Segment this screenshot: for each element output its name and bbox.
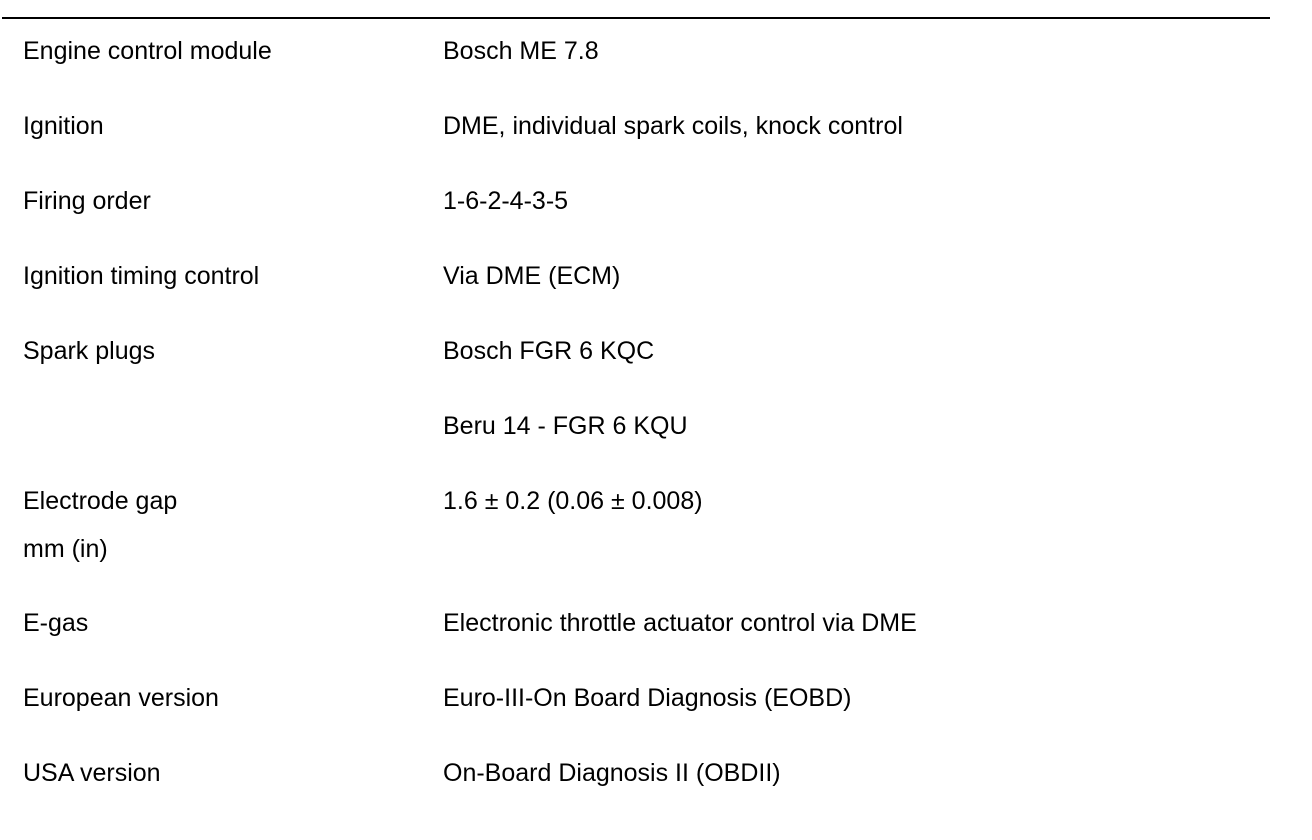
row-value: Electronic throttle actuator control via DME — [443, 609, 917, 637]
row-label: European version — [23, 684, 219, 712]
row-label: Ignition timing control — [23, 262, 260, 290]
row-value: Via DME (ECM) — [443, 262, 621, 290]
row-value: 1.6 ± 0.2 (0.06 ± 0.008) — [443, 487, 703, 515]
row-value: DME, individual spark coils, knock control — [443, 112, 903, 140]
row-label: Electrode gap — [23, 487, 178, 515]
row-label: Spark plugs — [23, 337, 156, 365]
row-label-line2: mm (in) — [23, 535, 108, 563]
row-label: Ignition — [23, 112, 104, 140]
row-value: Bosch FGR 6 KQC — [443, 337, 655, 365]
row-label: E-gas — [23, 609, 89, 637]
row-value: Euro-III-On Board Diagnosis (EOBD) — [443, 684, 852, 712]
row-label: Firing order — [23, 187, 151, 215]
row-label: USA version — [23, 759, 161, 787]
row-value: 1-6-2-4-3-5 — [443, 187, 569, 215]
row-label: Engine control module — [23, 37, 272, 65]
row-value: Bosch ME 7.8 — [443, 37, 599, 65]
row-value: On-Board Diagnosis II (OBDII) — [443, 759, 781, 787]
row-value: Beru 14 - FGR 6 KQU — [443, 412, 688, 440]
